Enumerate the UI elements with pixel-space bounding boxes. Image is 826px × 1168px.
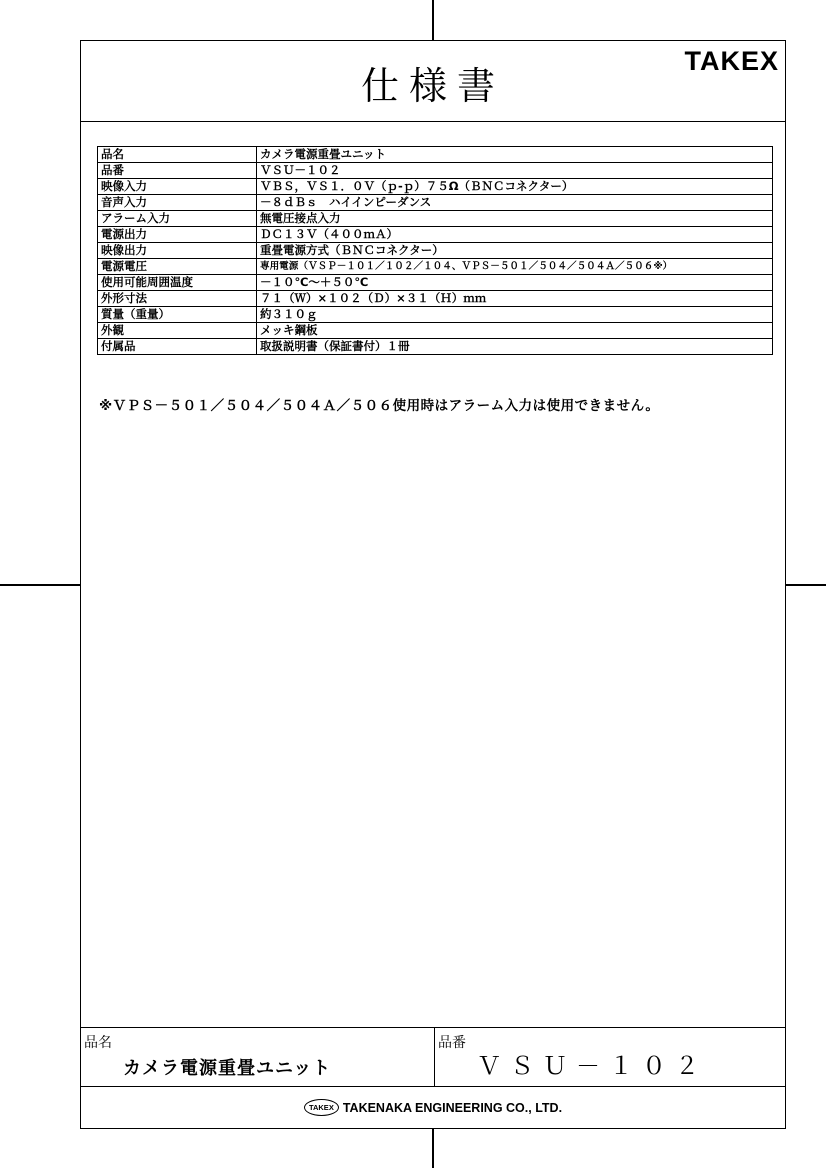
table-row <box>98 195 773 211</box>
spec-value: ７１（Ｗ）×１０２（Ｄ）×３１（Ｈ）ｍｍ <box>257 291 773 307</box>
spec-value: ＤＣ１３Ｖ（４００ｍＡ） <box>257 227 773 243</box>
spec-label: アラーム入力 <box>98 211 257 227</box>
table-row <box>98 179 773 195</box>
crop-mark-top <box>432 0 434 40</box>
spec-value: 取扱説明書（保証書付）１冊 <box>257 339 773 355</box>
spec-label: 電源電圧 <box>98 259 257 275</box>
footer-product-name <box>81 1028 435 1086</box>
crop-mark-right <box>786 584 826 586</box>
footer-product-number <box>435 1028 785 1086</box>
spec-label: 品番 <box>98 163 257 179</box>
spec-table <box>97 146 773 355</box>
spec-label: 映像出力 <box>98 243 257 259</box>
table-row <box>98 259 773 275</box>
table-row <box>98 307 773 323</box>
company-bar <box>81 1086 785 1128</box>
table-row <box>98 163 773 179</box>
spec-value: －１０℃～＋５０℃ <box>257 275 773 291</box>
table-row <box>98 147 773 163</box>
spec-label: 使用可能周囲温度 <box>98 275 257 291</box>
footer-number-value: ＶＳＵ－１０２ <box>477 1052 708 1080</box>
company-name: TAKENAKA ENGINEERING CO., LTD. <box>342 1100 563 1115</box>
table-row <box>98 211 773 227</box>
spec-label: 外観 <box>98 323 257 339</box>
table-row <box>98 291 773 307</box>
footer-name-label: 品名 <box>84 1035 112 1051</box>
spec-label: 質量（重量） <box>98 307 257 323</box>
spec-value: 約３１０ｇ <box>257 307 773 323</box>
document-header <box>81 41 785 122</box>
spec-label: 音声入力 <box>98 195 257 211</box>
usage-note: ※ＶＰＳ－５０１／５０４／５０４Ａ／５０６使用時はアラーム入力は使用できません。 <box>99 398 660 414</box>
spec-label: 外形寸法 <box>98 291 257 307</box>
spec-label: 付属品 <box>98 339 257 355</box>
spec-value: メッキ鋼板 <box>257 323 773 339</box>
table-row <box>98 339 773 355</box>
table-row <box>98 323 773 339</box>
spec-value: ＶＳＵ－１０２ <box>257 163 773 179</box>
spec-value: 重畳電源方式（ＢＮＣコネクター） <box>257 243 773 259</box>
table-row <box>98 243 773 259</box>
table-row <box>98 275 773 291</box>
spec-value: ＶＢＳ，ＶＳ１．０Ｖ（ｐ-ｐ）７５Ω（ＢＮＣコネクター） <box>257 179 773 195</box>
document-frame <box>80 40 786 1129</box>
spec-value: 専用電源（ＶＳＰ－１０１／１０２／１０４、ＶＰＳ－５０１／５０４／５０４Ａ／５０６※） <box>257 259 773 275</box>
footer-number-label: 品番 <box>438 1035 466 1051</box>
spec-label: 映像入力 <box>98 179 257 195</box>
takex-logo-icon: TAKEX <box>304 1099 339 1116</box>
crop-mark-bottom <box>432 1129 434 1168</box>
document-footer <box>81 1027 785 1128</box>
brand-logo-text: TAKEX <box>684 46 779 76</box>
spec-value: －８ｄＢｓ ハイインピーダンス <box>257 195 773 211</box>
spec-value: カメラ電源重畳ユニット <box>257 147 773 163</box>
spec-value: 無電圧接点入力 <box>257 211 773 227</box>
document-title: 仕様書 <box>360 64 505 108</box>
crop-mark-left <box>0 584 80 586</box>
footer-name-value: カメラ電源重畳ユニット <box>123 1058 332 1079</box>
spec-label: 品名 <box>98 147 257 163</box>
spec-label: 電源出力 <box>98 227 257 243</box>
table-row <box>98 227 773 243</box>
